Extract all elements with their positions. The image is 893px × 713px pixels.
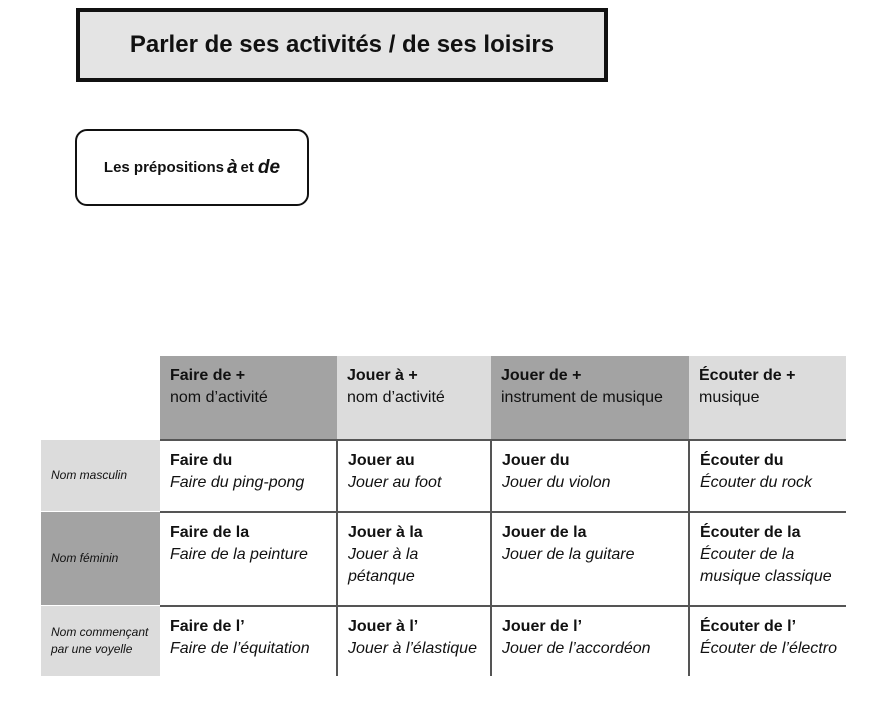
table-cell: [689, 440, 846, 512]
table-cell: [491, 606, 689, 676]
cell-example: Jouer au foot: [348, 473, 442, 491]
header-faire-de: [160, 356, 337, 440]
header-title: Faire de +: [170, 367, 246, 384]
table-row: [41, 512, 846, 606]
header-subtitle: nom d’activité: [170, 389, 268, 406]
cell-example: Faire du ping-pong: [170, 473, 305, 491]
cell-title: Jouer du: [502, 451, 570, 469]
header-row: [41, 356, 846, 440]
header-jouer-de: [491, 356, 689, 440]
cell-title: Faire du: [170, 451, 233, 469]
page-title-text: Parler de ses activités / de ses loisirs: [129, 31, 555, 58]
cell-example: Écouter de l’électro: [700, 639, 837, 657]
table-cell: [689, 606, 846, 676]
cell-example: Jouer à l’élastique: [348, 639, 477, 657]
table-row: [41, 606, 846, 676]
cell-example: Jouer de l’accordéon: [502, 639, 651, 657]
table-cell: [160, 606, 337, 676]
table-corner: [41, 356, 160, 440]
header-subtitle: musique: [699, 389, 760, 406]
subtitle-a: à: [226, 156, 238, 178]
header-title: Écouter de +: [699, 367, 796, 384]
header-subtitle: instrument de musique: [501, 389, 663, 406]
cell-example: Faire de la peinture: [170, 545, 308, 563]
cell-example: Faire de l’équitation: [170, 639, 310, 657]
subtitle-et: et: [240, 159, 254, 176]
header-jouer-a: [337, 356, 491, 440]
page-title: [76, 8, 608, 82]
cell-title: Jouer de la: [502, 523, 587, 541]
cell-example: Jouer de la guitare: [502, 545, 635, 563]
table-cell: [160, 512, 337, 606]
cell-example: Jouer à la pétanque: [348, 545, 419, 585]
cell-title: Faire de l’: [170, 617, 245, 635]
cell-example: Écouter du rock: [700, 473, 813, 491]
cell-title: Jouer à l’: [348, 617, 419, 635]
header-subtitle: nom d’activité: [347, 389, 445, 406]
prepositions-table: [41, 356, 846, 676]
subtitle-box: [75, 129, 309, 206]
subtitle-de: de: [257, 156, 281, 178]
cell-title: Jouer de l’: [502, 617, 583, 635]
table-cell: [491, 440, 689, 512]
subtitle-text: Les prépositions: [103, 159, 224, 176]
header-ecouter-de: [689, 356, 846, 440]
row-label: Nom commençant par une voyelle: [41, 606, 160, 676]
row-label: Nom féminin: [41, 512, 160, 606]
cell-example: Jouer du violon: [502, 473, 611, 491]
header-title: Jouer de +: [501, 367, 582, 384]
table-cell: [337, 512, 491, 606]
header-title: Jouer à +: [347, 367, 418, 384]
cell-title: Jouer à la: [348, 523, 423, 541]
cell-title: Faire de la: [170, 523, 250, 541]
table-row: [41, 440, 846, 512]
row-label: Nom masculin: [41, 440, 160, 512]
table-cell: [337, 606, 491, 676]
table-cell: [160, 440, 337, 512]
cell-title: Écouter du: [700, 451, 784, 469]
table-cell: [337, 440, 491, 512]
cell-title: Écouter de l’: [700, 617, 797, 635]
table-cell: [491, 512, 689, 606]
cell-example: Écouter de la musique classique: [700, 545, 832, 585]
cell-title: Jouer au: [348, 451, 415, 469]
table-cell: [689, 512, 846, 606]
cell-title: Écouter de la: [700, 523, 801, 541]
